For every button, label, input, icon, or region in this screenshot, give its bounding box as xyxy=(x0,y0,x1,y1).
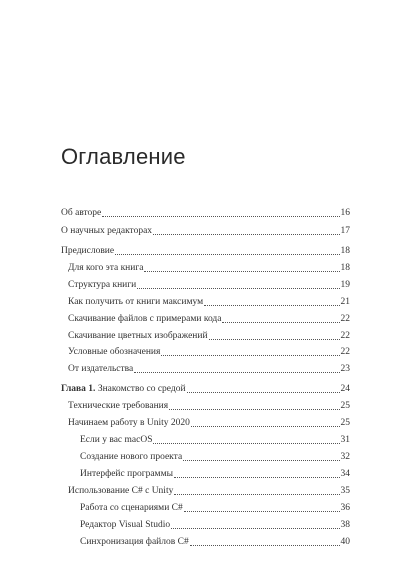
toc-entry xyxy=(68,483,350,497)
toc-page-number: 25 xyxy=(340,418,350,428)
toc-page-number: 18 xyxy=(340,263,350,273)
toc-entry xyxy=(68,294,350,308)
dot-leader xyxy=(161,355,339,356)
toc-entry xyxy=(61,223,350,237)
toc-entry-label: Структура книги xyxy=(68,280,137,290)
dot-leader xyxy=(134,372,339,373)
dot-leader xyxy=(169,409,339,410)
toc-entry xyxy=(80,432,350,446)
toc-entry xyxy=(80,466,350,480)
toc-entry xyxy=(68,398,350,412)
dot-leader xyxy=(115,254,339,255)
toc-page-number: 35 xyxy=(340,486,350,496)
toc-page-number: 25 xyxy=(340,401,350,411)
toc-page-number: 19 xyxy=(340,280,350,290)
toc-entry xyxy=(80,449,350,463)
toc-entry xyxy=(68,415,350,429)
toc-entry-label: Синхронизация файлов C# xyxy=(80,537,189,547)
toc-entry-label: Использование C# с Unity xyxy=(68,486,174,496)
toc-page-number: 18 xyxy=(340,246,350,256)
dot-leader xyxy=(191,426,340,427)
dot-leader xyxy=(153,234,339,235)
dot-leader xyxy=(102,216,339,217)
dot-leader xyxy=(153,443,339,444)
toc-entry xyxy=(80,517,350,531)
toc-page-number: 22 xyxy=(340,331,350,341)
toc-page-number: 24 xyxy=(340,384,350,394)
toc-entry-label: Для кого эта книга xyxy=(68,263,144,273)
toc-page-number: 34 xyxy=(340,469,350,479)
toc-page-number: 22 xyxy=(340,314,350,324)
toc-entry xyxy=(68,277,350,291)
toc-entry-label: Скачивание файлов с примерами кода xyxy=(68,314,222,324)
dot-leader xyxy=(209,339,340,340)
dot-leader xyxy=(144,271,339,272)
toc-entry-label: Редактор Visual Studio xyxy=(80,520,171,530)
toc-entry-label: Об авторе xyxy=(61,208,102,218)
toc-page-number: 22 xyxy=(340,347,350,357)
toc-entry-label xyxy=(61,384,186,395)
dot-leader xyxy=(222,322,339,323)
toc-page-number: 32 xyxy=(340,452,350,462)
dot-leader xyxy=(184,511,340,512)
toc-entry xyxy=(80,534,350,548)
dot-leader xyxy=(190,545,340,546)
toc-entry xyxy=(68,361,350,375)
toc-page-number: 16 xyxy=(340,208,350,218)
toc-entry xyxy=(80,500,350,514)
toc-entry-label: Создание нового проекта xyxy=(80,452,183,462)
toc-entry-label: От издательства xyxy=(68,364,134,374)
dot-leader xyxy=(171,528,339,529)
chapter-title: Знакомство со средой xyxy=(97,384,186,394)
toc-entry-label: Скачивание цветных изображений xyxy=(68,331,208,341)
toc-entry xyxy=(68,344,350,358)
toc-entry-label: Если у вас macOS xyxy=(80,435,153,445)
dot-leader xyxy=(174,477,340,478)
toc-entry xyxy=(68,260,350,274)
toc-entry-label: Технические требования xyxy=(68,401,169,411)
dot-leader xyxy=(137,288,339,289)
toc-page-number: 21 xyxy=(340,297,350,307)
toc-entry xyxy=(61,243,350,257)
toc-entry-label: Начинаем работу в Unity 2020 xyxy=(68,418,190,428)
toc-page-number: 23 xyxy=(340,364,350,374)
chapter-number: Глава 1. xyxy=(61,384,96,394)
toc-page-number: 31 xyxy=(340,435,350,445)
toc-entry xyxy=(68,328,350,342)
dot-leader xyxy=(204,305,339,306)
toc-entry xyxy=(61,381,350,395)
toc-page-number: 17 xyxy=(340,226,350,236)
toc-page-number: 38 xyxy=(340,520,350,530)
toc-entry xyxy=(68,311,350,325)
toc-entry-label: Работа со сценариями C# xyxy=(80,503,183,513)
toc-entry-label: Предисловие xyxy=(61,246,115,256)
toc-entry-label: Интерфейс программы xyxy=(80,469,173,479)
toc-entry xyxy=(61,205,350,219)
page-title: Оглавление xyxy=(61,144,186,169)
toc-entry-label: Условные обозначения xyxy=(68,347,161,357)
toc-page-number: 40 xyxy=(340,537,350,547)
toc-page-number: 36 xyxy=(340,503,350,513)
toc-entry-label: О научных редакторах xyxy=(61,226,153,236)
dot-leader xyxy=(174,494,339,495)
dot-leader xyxy=(183,460,339,461)
dot-leader xyxy=(187,392,340,393)
toc-entry-label: Как получить от книги максимум xyxy=(68,297,204,307)
